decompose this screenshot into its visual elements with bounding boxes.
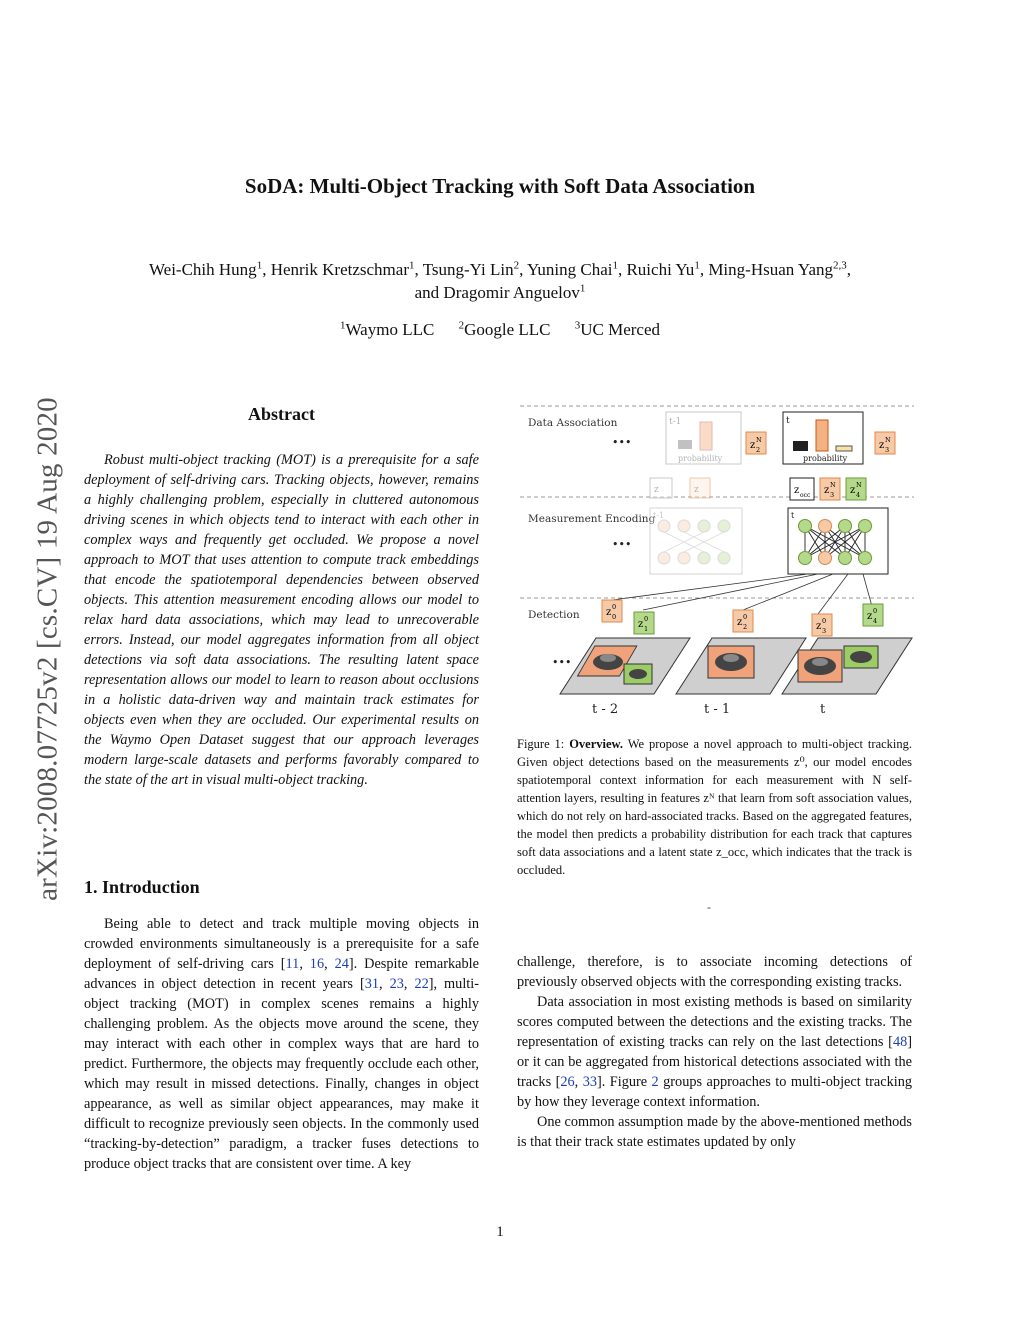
time-label-t: t <box>820 702 826 717</box>
abstract-heading: Abstract <box>248 404 315 424</box>
svg-text:0: 0 <box>644 615 649 623</box>
svg-text:z: z <box>606 607 612 618</box>
author-line-1: Wei-Chih Hung$^1$, Henrik Kretzschmar$^1$, Tsung-Yi Lin$^2$, Yuning Chai$^1$, Ruichi Yu$^1$, Ming-Hsuan Yang$^{2,3}$, <box>148 259 851 279</box>
author-name: Yuning Chai <box>526 260 613 279</box>
author-name: Ruichi Yu <box>626 260 695 279</box>
svg-text:1: 1 <box>644 625 649 633</box>
zN3-node <box>820 478 840 500</box>
introduction-right-column <box>517 952 912 1152</box>
citation-link[interactable]: 23 <box>389 976 404 992</box>
author-affiliation-marker: 2,3 <box>833 259 847 272</box>
svg-text:z: z <box>794 485 800 496</box>
svg-text:z: z <box>750 440 756 451</box>
car-icon <box>629 669 647 679</box>
svg-text:z: z <box>824 485 830 496</box>
data-association-label: Data Association <box>528 417 618 429</box>
figure-1-overview-diagram <box>518 398 914 728</box>
probability-panel <box>783 412 863 464</box>
author-name: Henrik Kretzschmar <box>270 260 409 279</box>
svg-text:3: 3 <box>885 446 890 454</box>
svg-text:N: N <box>885 436 891 444</box>
zocc-node <box>790 478 814 500</box>
svg-text:3: 3 <box>822 627 827 635</box>
svg-text:z: z <box>879 440 885 451</box>
car-icon <box>850 651 872 663</box>
figure-1-caption: Figure 1: Overview. We propose a novel approach to multi-object tracking. Given object detections based on the measurements z⁰, our model encodes spatiotemporal context information for each measurement with N self-attention layers, resulting in features zᴺ that learn from soft association values, which do not rely on hard-associated tracks. Based on the aggregated features, the model then predicts a probability distribution for each track that captures soft data associations and a latent state z_occ, which indicates that the track is occluded. <box>517 737 913 877</box>
author-affiliation-marker: 2 <box>513 259 520 272</box>
paper-title: SoDA: Multi-Object Tracking with Soft Data Association <box>244 174 756 198</box>
author-affiliation-marker: 1 <box>256 259 263 272</box>
probability-label: probability <box>803 454 848 463</box>
time-label-t-minus-2: t - 2 <box>592 702 619 717</box>
z0-3-node <box>812 614 832 636</box>
section-heading-introduction: 1. Introduction <box>84 877 200 897</box>
affiliation-2: $^2$Google LLC <box>458 319 551 339</box>
author-name: Wei-Chih Hung <box>148 260 257 279</box>
z0-2-node <box>733 610 753 632</box>
z0-1-node <box>634 612 654 634</box>
frame-t-minus-1 <box>676 638 806 694</box>
prev-zocc-zN2-nodes <box>650 478 710 498</box>
t-minus-1-label: t-1 <box>669 417 682 427</box>
t-label-top: t <box>786 416 790 426</box>
svg-text:z: z <box>737 617 743 628</box>
author-name: Tsung-Yi Lin <box>422 260 514 279</box>
citation-link[interactable]: 33 <box>582 1074 597 1090</box>
time-label-t-minus-1: t - 1 <box>704 702 731 717</box>
intro-paragraph-1: Being able to detect and track multiple moving objects in crowded environments simultaneously is a prerequisite for a safe deployment of self-driving cars [11, 16, 24]. Despite remarkable advances in object detection in recent years [31, 23, 22], multi-object tracking (MOT) in complex scenes remains a highly challenging problem. As the objects move around the scene, they may interact with each other in complex ways that are hard to predict. Furthermore, the objects may frequently occlude each other, which may result in missed detections. Finally, changes in object appearance, as well as similar object appearances, may make it difficult to recognize previously seen objects. In the commonly used “tracking-by-detection” paradigm, a tracker fuses detections to produce object tracks that are consistent over time. A key <box>84 916 480 1172</box>
affiliation-3: $^3$UC Merced <box>574 319 660 339</box>
introduction-left-column <box>84 914 479 1174</box>
measurement-encoding-label: Measurement Encoding <box>528 513 656 525</box>
svg-text:0: 0 <box>822 617 827 625</box>
svg-text:z: z <box>694 485 699 495</box>
svg-text:z: z <box>654 485 659 495</box>
ellipsis-bottom: ••• <box>552 656 572 669</box>
detection-label: Detection <box>528 609 580 621</box>
intro-paragraph-3: One common assumption made by the above-mentioned methods is that their track state estimates updated by only <box>517 1114 912 1150</box>
svg-text:3: 3 <box>830 491 835 499</box>
citation-link[interactable]: 31 <box>364 976 380 992</box>
z0-0-node <box>602 600 622 622</box>
prev-probability-panel <box>666 412 741 464</box>
measurement-encoder <box>788 508 888 574</box>
svg-text:0: 0 <box>612 613 617 621</box>
svg-text:N: N <box>856 481 862 489</box>
author-line-2: and Dragomir Anguelov$^1$ <box>414 282 586 302</box>
ellipsis-mid: ••• <box>612 538 632 551</box>
ellipsis-top: ••• <box>612 436 632 449</box>
intro-paragraph-continued: challenge, therefore, is to associate incoming detections of previously observed objects with the corresponding existing tracks. <box>517 954 912 990</box>
citation-link[interactable]: 22 <box>414 976 429 992</box>
svg-text:occ: occ <box>800 492 811 499</box>
affiliation-1: $^1$Waymo LLC <box>340 319 435 339</box>
svg-text:t: t <box>791 511 795 520</box>
svg-text:4: 4 <box>873 617 878 625</box>
svg-text:t-1: t-1 <box>653 511 665 520</box>
author-affiliation-marker: 1 <box>694 259 700 272</box>
prev-encoder <box>650 508 742 574</box>
svg-text:0: 0 <box>873 607 878 615</box>
svg-text:z: z <box>638 619 644 630</box>
affiliations <box>60 320 940 340</box>
car-icon <box>593 654 623 670</box>
citation-link[interactable]: 48 <box>892 1034 908 1050</box>
frame-t <box>782 638 912 694</box>
svg-text:2: 2 <box>743 623 748 631</box>
page-number: 1 <box>496 1224 504 1240</box>
intro-paragraph-2: Data association in most existing methods is based on similarity scores computed between the detections and the existing tracks. The representation of existing tracks can rely on the last detections [48] or it can be aggregated from historical detections associated with the tracks [26, 33]. Figure 2 groups approaches to multi-object tracking by how they leverage context information. <box>517 994 913 1110</box>
svg-text:2: 2 <box>756 446 761 454</box>
prev-zN2-node <box>746 432 766 454</box>
citation-link[interactable]: 2 <box>651 1074 659 1090</box>
svg-text:z: z <box>816 621 822 632</box>
abstract-body: Robust multi-object tracking (MOT) is a prerequisite for a safe deployment of self-driving cars. Tracking objects, however, remains a highly challenging problem, especially in cluttered autonomous driving scenes in which objects tend to interact with each other in complex ways and frequently get occluded. We propose a novel approach to MOT that uses attention to compute track embeddings that encode the spatiotemporal dependencies between observed objects. This attention measurement encoding allows our model to relax hard data associations, which may lead to unrecoverable errors. Instead, our model aggregates information from all object detections via soft data associations. The resulting latent space representation allows our model to learn to reason about occlusions in a holistic data-driven way and maintain track estimates for objects even when they are occluded. Our experimental results on the Waymo Open Dataset suggest that our approach leverages modern large-scale datasets and performs favorably compared to the state of the art in visual multi-object tracking. <box>84 452 479 788</box>
frame-t-minus-2 <box>560 638 690 694</box>
svg-text:N: N <box>756 436 762 444</box>
author-affiliation-marker: 1 <box>612 259 618 272</box>
citation-link[interactable]: 26 <box>560 1074 575 1090</box>
citation-link[interactable]: 16 <box>309 956 325 972</box>
svg-text:0: 0 <box>743 613 748 621</box>
zN3-top-node <box>875 432 895 454</box>
stray-dash: - <box>707 900 711 914</box>
author-list <box>60 258 940 304</box>
citation-link[interactable]: 11 <box>285 956 300 972</box>
prev-probability-label: probability <box>678 454 723 463</box>
svg-text:0: 0 <box>612 603 617 611</box>
author-name: Ming-Hsuan Yang <box>708 260 833 279</box>
zN4-node <box>846 478 866 500</box>
author-affiliation-marker: 1 <box>409 259 415 272</box>
svg-text:z: z <box>867 611 873 622</box>
svg-text:z: z <box>850 485 856 496</box>
svg-text:N: N <box>830 481 836 489</box>
svg-text:4: 4 <box>856 491 861 499</box>
citation-link[interactable]: 24 <box>334 956 349 972</box>
z0-4-node <box>863 604 883 626</box>
